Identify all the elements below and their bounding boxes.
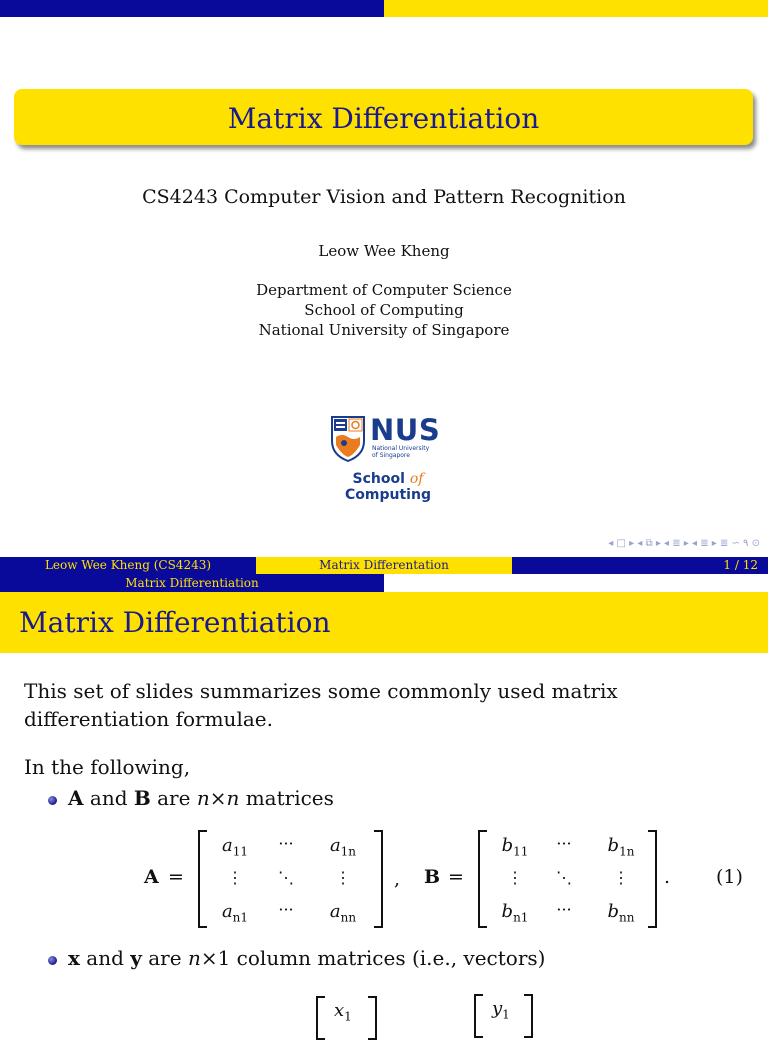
school-of-computing-wordmark [308,471,468,503]
institute-line-2: School of Computing [304,301,464,319]
title-box [14,89,753,145]
bullet-matrices [68,786,334,810]
section-strip-blank [384,574,768,592]
vector-description: column matrices (i.e., vectors) [230,946,546,970]
symbol-x: x [68,946,80,970]
matrix-B-vdots-right: ⋮ [613,868,629,887]
matrix-B-hdots-top: ··· [556,834,572,853]
matrix-A-left-bracket [198,830,207,928]
matrix-B-bnn: $b_{nn}$ [607,901,635,925]
matrix-A-vdots-right: ⋮ [335,868,351,887]
presentation-subtitle: CS4243 Computer Vision and Pattern Recognition [142,186,626,208]
computing-word: Computing [345,487,431,503]
vector-x-left-bracket [316,996,325,1040]
matrix-B-bn1: $b_{n1}$ [501,901,529,925]
following-paragraph: In the following, [24,755,191,779]
word-are: are [141,946,188,970]
matrix-A-an1: $a_{n1}$ [221,901,249,925]
nus-sub-line-2: of Singapore [372,452,410,459]
footer-title: Matrix Differentation [256,557,512,574]
bullet-icon [48,796,57,805]
section-title: Matrix Differentiation [0,574,384,592]
section-header-strip [0,574,768,592]
matrix-A-vdots-left: ⋮ [227,868,243,887]
vector-y-left-bracket [474,994,483,1038]
symbol-n: n [187,946,201,970]
institute-line-3: National University of Singapore [258,321,510,339]
equals-sign: = [448,866,464,888]
equation-number: (1) [716,866,743,888]
matrix-B-vdots-left: ⋮ [507,868,523,887]
beamer-navigation-symbols[interactable]: ◂ □ ▸ ◂ ⧉ ▸ ◂ ≣ ▸ ◂ ≣ ▸ ≣ ∽ ۹ ⊙ [608,538,760,549]
matrix-A-ddots: ⋱ [278,868,294,887]
header-strip-yellow [384,0,768,17]
vector-y-right-bracket [524,994,533,1038]
bullet-icon [48,956,57,965]
matrix-B-b1n: $b_{1n}$ [607,835,635,859]
matrix-B-ddots: ⋱ [556,868,572,887]
matrix-A-a11: $a_{11}$ [221,835,248,859]
nus-wordmark-sub [372,445,442,459]
matrix-A-hdots-top: ··· [278,834,294,853]
matrix-A-symbol: A [144,866,159,888]
frame-title-bar [0,592,768,653]
word-and: and [83,786,134,810]
period: . [664,866,671,888]
matrix-B-b11: $b_{11}$ [501,835,529,859]
symbol-y: y [130,946,142,970]
word-are: are [150,786,197,810]
page-number-text: 1 / 12 [723,558,758,572]
vector-y-y1: $y_1$ [492,998,510,1022]
matrix-B-right-bracket [648,830,657,928]
symbol-A: A [68,786,84,810]
word-matrices: matrices [239,786,334,810]
header-strip-blue [0,0,384,17]
matrix-A-right-bracket [374,830,383,928]
intro-paragraph: This set of slides summarizes some commonly used matrix differentiation formulae. [24,679,618,731]
comma: , [394,868,401,890]
school-of-word: of [409,471,424,487]
equals-sign: = [168,866,184,888]
nus-logo [308,413,468,503]
matrix-A-a1n: $a_{1n}$ [329,835,357,859]
symbol-n: n [196,786,210,810]
symbol-n: n [226,786,240,810]
matrix-A-hdots-bottom: ··· [278,900,294,919]
presentation-title: Matrix Differentiation [227,102,540,135]
footer-page-number [512,557,768,574]
vector-x-right-bracket [368,996,377,1040]
nus-wordmark: NUS [370,413,441,447]
matrix-A-ann: $a_{nn}$ [329,901,357,925]
vector-x-x1: $x_1$ [334,1000,352,1024]
bullet-vectors [68,946,545,970]
nus-crest-icon [330,415,366,463]
institute-line-1: Department of Computer Science [256,281,512,299]
school-word: School [352,471,410,487]
times-symbol: × [209,786,227,810]
word-and: and [79,946,131,970]
times-symbol: × [200,946,218,970]
slide-footer [0,557,768,574]
nus-sub-line-1: National University [372,445,430,452]
matrix-B-symbol: B [424,866,441,888]
one: 1 [217,946,231,970]
author-name: Leow Wee Kheng [318,242,450,260]
footer-author: Leow Wee Kheng (CS4243) [0,557,256,574]
title-slide-header-strip [0,0,768,17]
matrix-B-hdots-bottom: ··· [556,900,572,919]
institute-block [0,280,768,340]
frame-title: Matrix Differentiation [19,606,331,639]
symbol-B: B [133,786,151,810]
matrix-B-left-bracket [478,830,487,928]
